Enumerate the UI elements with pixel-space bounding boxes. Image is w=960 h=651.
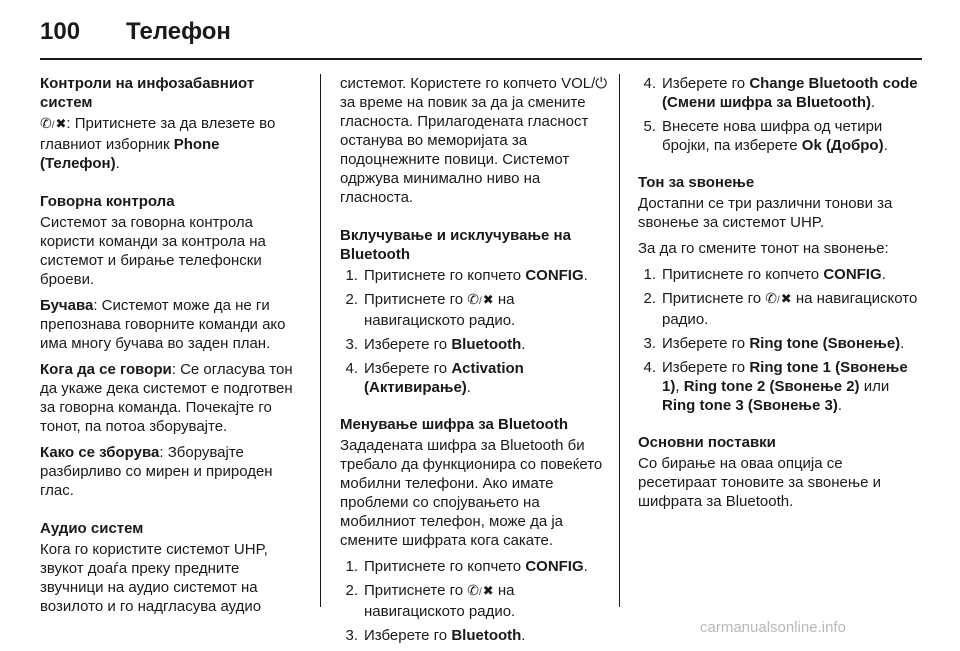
ring-tone-text: Достапни се три различни тонови за ѕвонење за системот UHP. <box>638 195 893 231</box>
basic-settings-text: Со бирање на оваа опција се ресетираат тоновите за ѕвонење и шифрата за Bluetooth. <box>638 455 881 510</box>
infotainment-controls-text: ✆/✖: Притиснете за да влезете во главниот изборник Phone (Телефон). <box>40 115 276 172</box>
phone-icon: ✆ <box>40 115 51 131</box>
list-item: 4. Изберете го Ring tone 1 (Ѕвонење 1), Ring tone 2 (Ѕвонење 2) или Ring tone 3 (Ѕвонење 3). <box>643 359 908 414</box>
bluetooth-toggle-steps <box>340 266 608 397</box>
page-title: Телефон <box>126 18 231 45</box>
bluetooth-code-text: Зададената шифра за Bluetooth би требало да функционира со повеќето мобилни телефони. Ако имате проблеми со спојувањето на мобилниот телефон, може да ја смените шифрата кога сакате. <box>340 437 603 549</box>
voice-control-text: Системот за говорна контрола користи команди за контрола на системот и бирање телефонски броеви. <box>40 214 266 288</box>
list-item: 2. Притиснете го ✆/✖ на навигациското радио. <box>345 291 516 329</box>
column-divider-2 <box>619 74 620 607</box>
phone-icon: ✆ <box>765 290 776 306</box>
list-item: 4. Изберете го Activation (Активирање). <box>345 360 524 396</box>
list-item: 3. Изберете го Bluetooth. <box>345 627 526 644</box>
watermark: carmanualsonline.info <box>700 619 846 636</box>
list-item: 2. Притиснете го ✆/✖ на навигациското радио. <box>345 582 516 620</box>
column-3 <box>638 74 920 518</box>
ring-tone-instruction: За да го смените тонот на ѕвонење: <box>638 240 889 257</box>
column-1 <box>40 74 302 623</box>
section-title-ring-tone: Тон за ѕвонење <box>638 174 755 191</box>
ring-tone-steps <box>638 265 920 415</box>
list-item: 2. Притиснете го ✆/✖ на навигациското радио. <box>643 290 918 328</box>
phone-menu-label: Phone (Телефон) <box>40 136 220 172</box>
section-title-basic-settings: Основни поставки <box>638 434 776 451</box>
list-item: 3. Изберете го Bluetooth. <box>345 336 526 353</box>
when-to-speak-paragraph: Кога да се говори: Се огласува тон да укаже дека системот е подготвен за говорна команда. Почекајте го тонот, па потоа зборувајте. <box>40 361 293 435</box>
list-item: 1. Притиснете го копчето CONFIG. <box>643 266 886 283</box>
section-title-voice-control: Говорна контрола <box>40 193 175 210</box>
phone-mute-icon: ✖ <box>482 292 494 307</box>
section-title-bluetooth-code: Менување шифра за Bluetooth <box>340 416 568 433</box>
how-to-speak-paragraph: Како се зборува: Зборувајте разбирливо со мирен и природен глас. <box>40 444 273 499</box>
noise-paragraph: Бучава: Системот може да не ги препознава говорните команди ако има многу бучава во заден план. <box>40 297 286 352</box>
list-item: 1. Притиснете го копчето CONFIG. <box>345 267 588 284</box>
phone-mute-icon: ✖ <box>55 116 67 131</box>
header-divider <box>40 58 922 60</box>
phone-mute-icon: ✖ <box>482 583 494 598</box>
list-item: 3. Изберете го Ring tone (Ѕвонење). <box>643 335 905 352</box>
page-header <box>40 18 920 58</box>
list-item: 5. Внесете нова шифра од четири бројки, па изберете Ok (Добро). <box>643 118 888 154</box>
audio-system-continued: системот. Користете го копчето VOL/⏻ за време на повик за да ја смените гласноста. Прилагодената гласност останува во меморијата за подоцнежните повици. Системот одржува минимално ниво на гласноста. <box>340 75 608 206</box>
audio-system-text: Кога го користите системот UHP, звукот доаѓа преку предните звучници на аудио системот на возилото и го надгласува аудио <box>40 541 268 615</box>
section-title-audio-system: Аудио систем <box>40 520 144 537</box>
bluetooth-code-steps <box>340 557 608 645</box>
section-title-infotainment-controls: Контроли на инфозабавниот систем <box>40 75 255 111</box>
column-divider-1 <box>320 74 321 607</box>
page-number: 100 <box>40 18 81 45</box>
phone-icon: ✆ <box>467 291 478 307</box>
column-2 <box>340 74 608 651</box>
section-title-bluetooth-toggle: Вклучување и исклучување на Bluetooth <box>340 227 571 263</box>
phone-mute-icon: ✖ <box>780 291 792 306</box>
list-item: 1. Притиснете го копчето CONFIG. <box>345 558 588 575</box>
list-item: 4. Изберете го Change Bluetooth code (Смени шифра за Bluetooth). <box>643 75 918 111</box>
bluetooth-code-steps-continued <box>638 74 920 155</box>
phone-icon: ✆ <box>467 582 478 598</box>
